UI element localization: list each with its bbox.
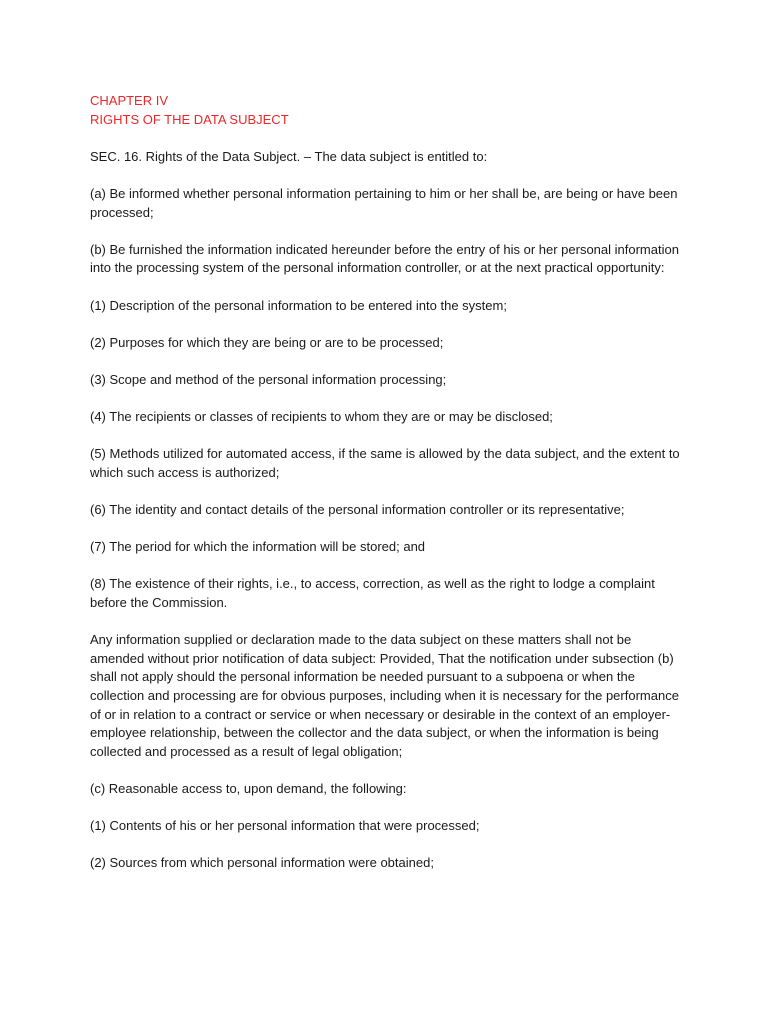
list-item-b6: (6) The identity and contact details of the personal information controller or its representative; [90, 502, 625, 518]
list-item-b8: (8) The existence of their rights, i.e., to access, correction, as well as the right to lodge a complaint before the Commission. [90, 576, 655, 611]
section-heading-paragraph: SEC. 16. Rights of the Data Subject. – The data subject is entitled to: [90, 148, 488, 164]
list-item-b4: (4) The recipients or classes of recipients to whom they are or may be disclosed; [90, 409, 553, 425]
paragraph-b: (b) Be furnished the information indicated hereunder before the entry of his or her personal information into the processing system of the personal information controller, or at the next practical opportunity: [90, 241, 679, 276]
list-item-c2: (2) Sources from which personal information were obtained; [90, 855, 434, 871]
chapter-heading [90, 92, 682, 129]
document-page [90, 92, 682, 892]
list-item-b7: (7) The period for which the information will be stored; and [90, 539, 426, 555]
chapter-number: CHAPTER IV [90, 93, 169, 108]
chapter-title: RIGHTS OF THE DATA SUBJECT [90, 111, 289, 127]
paragraph-a: (a) Be informed whether personal information pertaining to him or her shall be, are being or have been processed; [90, 185, 678, 220]
list-item-b2: (2) Purposes for which they are being or are to be processed; [90, 334, 444, 350]
list-item-b5: (5) Methods utilized for automated access, if the same is allowed by the data subject, and the extent to which such access is authorized; [90, 446, 680, 480]
list-item-c1: (1) Contents of his or her personal information that were processed; [90, 818, 480, 834]
paragraph-c: (c) Reasonable access to, upon demand, the following: [90, 780, 407, 796]
list-item-b3: (3) Scope and method of the personal information processing; [90, 371, 447, 387]
list-item-b1: (1) Description of the personal information to be entered into the system; [90, 297, 507, 313]
proviso-paragraph: Any information supplied or declaration made to the data subject on these matters shall not be amended without prior notification of data subject: Provided, That the notification under subsection (b) shall not apply should the personal information be needed pursuant to a subpoena or when the collection and processing are for obvious purposes, including when it is necessary for the performance of or in relation to a contract or service or when necessary or desirable in the context of an employer-employee relationship, between the collector and the data subject, or when the information is being collected and processed as a result of legal obligation; [90, 632, 679, 759]
